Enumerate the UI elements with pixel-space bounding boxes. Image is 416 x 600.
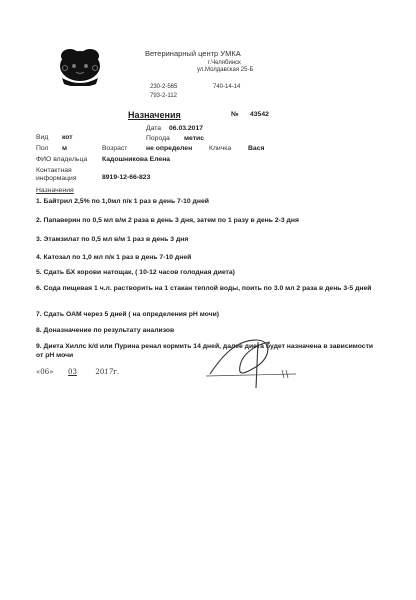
prescriptions-heading: Назначения [36, 187, 74, 194]
page-title: Назначения [128, 110, 181, 120]
date-label: Дата [146, 125, 162, 132]
contact-label-line-1: Контактная [36, 167, 72, 174]
prescription-item: 2. Папаверин по 0,5 мл в/м 2 раза в день 3 дня, затем по 1 разу в день 2-3 дня [36, 217, 299, 224]
breed-label: Порода [146, 135, 170, 142]
clinic-address: ул.Молдавская 25-Б [197, 67, 254, 73]
date-value: 06.03.2017 [169, 125, 204, 132]
breed-value: метис [184, 135, 205, 142]
clinic-phone-2: 740-14-14 [213, 84, 241, 90]
footer-year-prefix: 20 [95, 368, 105, 376]
prescription-item: 6. Сода пищевая 1 ч.л. растворить на 1 стакан теплой воды, поить по 3.0 мл 2 раза в день 3-5 дней [36, 285, 372, 292]
prescription-item: 1. Байтрил 2,5% по 1,0мл п/к 1 раз в день 7-10 дней [36, 198, 209, 205]
contact-value: 8919-12-66-823 [102, 174, 151, 181]
species-label: Вид [36, 134, 49, 141]
footer-year-suffix: 17 [104, 368, 114, 376]
clinic-phone-1: 230-2-565 [150, 84, 178, 90]
owner-label: ФИО владельца [36, 156, 88, 163]
prescription-item: 9. Диета Хиллс k/d или Пурина ренал кормить 14 дней, далее диета будет назначена в зависимости от pH мочи [36, 343, 374, 359]
footer-year-unit: г. [113, 368, 120, 376]
nickname-label: Кличка [209, 145, 232, 152]
prescription-item: 5. Сдать БХ корови натощак, ( 10-12 часов голодная диета) [36, 269, 235, 276]
owner-value: Кадошникова Елена [102, 156, 171, 163]
sex-value: м [62, 145, 68, 152]
clinic-logo-icon [56, 44, 104, 86]
clinic-phone-3: 793-2-112 [150, 93, 177, 99]
footer-day: 06 [40, 368, 50, 376]
prescription-item: 3. Этамзилат по 0,5 мл в/м 1 раз в день 3 дня [36, 236, 189, 243]
prescription-item: 8. Доназначение по результату анализов [36, 327, 175, 334]
sex-label: Пол [36, 145, 49, 152]
number-label: № [231, 111, 239, 118]
clinic-city: г.Челябинск [208, 60, 241, 66]
footer-date: «06» 03 2017г. [36, 368, 120, 376]
age-label: Возраст [102, 145, 128, 152]
age-value: не определен [146, 145, 193, 152]
contact-label-line-2: информация [36, 175, 77, 182]
clinic-name: Ветеринарный центр УМКА [145, 49, 241, 58]
footer-month: 03 [67, 368, 77, 376]
doctor-signature [196, 322, 306, 392]
species-value: кот [62, 134, 73, 141]
prescription-item: 4. Катозал по 1,0 мл п/к 1 раз в день 7-10 дней [36, 254, 192, 261]
document-number: 43542 [250, 111, 269, 118]
nickname-value: Вася [248, 145, 265, 152]
prescription-item: 7. Сдать ОАМ через 5 дней ( на определения рН мочи) [36, 311, 220, 318]
